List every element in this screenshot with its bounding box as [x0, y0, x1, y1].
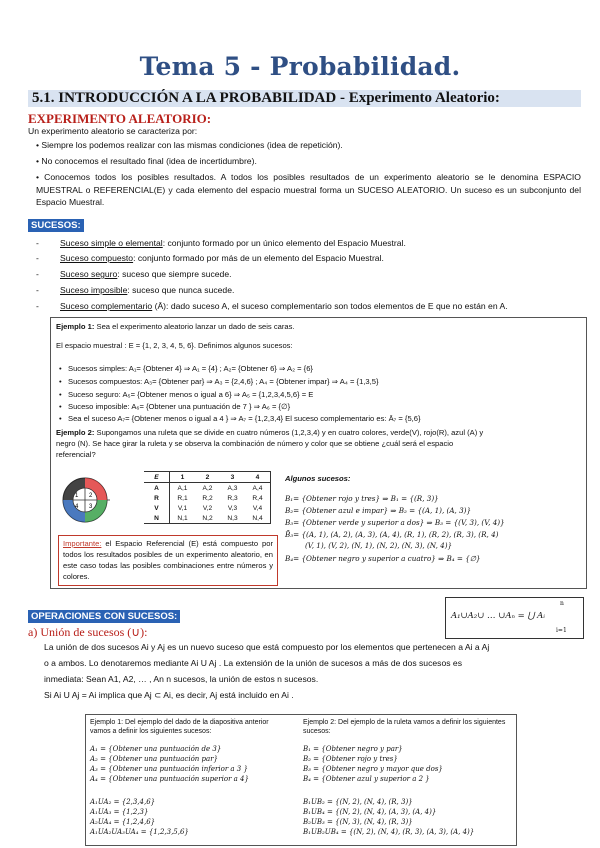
union-heading: a) Unión de sucesos (∪): [28, 625, 148, 639]
suceso-b-line: B₃= {Obtener verde y superior a dos} ⇒ B₃ = {(V, 3), (V, 4)} [285, 518, 505, 527]
table-row: V V,1 V,2 V,3 V,4 [144, 503, 271, 513]
example-line: • Sea el suceso A₇= {Obtener menos o igual a 4 } ⇒ A₇ = {1,2,3,4} El suceso complementario es: Ā₇ = {5,6} [59, 414, 421, 423]
ej-header-left: Ejemplo 1: Del ejemplo del dado de la diapositiva anterior [90, 719, 269, 726]
wheel-number: 1 [75, 493, 79, 499]
ej-result-right: B₁UB₂ = {(N, 2), (N, 4), (R, 3)} [303, 798, 413, 806]
table-corner: E [144, 472, 170, 483]
experimento-bullet: • Siempre los podemos realizar con las mismas condiciones (idea de repetición). [36, 140, 343, 150]
ejemplo1-intro: Ejemplo 1: Sea el experimento aleatorio lanzar un dado de seis caras. [56, 322, 295, 331]
suceso-b-line: B₄= {Obtener negro y superior a cuatro} ⇒ B₄ = {∅} [285, 554, 481, 563]
algunos-sucesos-title: Algunos sucesos: [285, 474, 351, 483]
wheel-number: 3 [89, 504, 93, 510]
ej-result-right: B₁UB₂UB₄ = {(N, 2), (N, 4), (R, 3), (A, 3), (A, 4)} [303, 828, 475, 836]
suceso-b-line: B̄₃= {(A, 1), (A, 2), (A, 3), (A, 4), (R, 1), (R, 2), (R, 3), (R, 4) [285, 530, 499, 539]
ej-result-left: A₁UA₂UA₃UA₄ = {1,2,3,5,6} [90, 828, 189, 836]
formula-bottom: i=1 [556, 627, 567, 634]
table-row: R R,1 R,2 R,3 R,4 [144, 493, 271, 503]
table-col-header: 3 [220, 472, 245, 483]
union-example-box [85, 714, 517, 846]
experimento-heading: EXPERIMENTO ALEATORIO: [28, 111, 212, 126]
important-note [58, 535, 278, 586]
table-col-header: 1 [170, 472, 196, 483]
ej-result-left: A₁UA₂ = {2,3,4,6} [90, 798, 156, 806]
formula-text: A₁∪A₂∪ … ∪Aₙ = ⋃ Aᵢ [451, 611, 545, 621]
ej-def-right: B₃ = {Obtener negro y mayor que dos} [303, 765, 443, 773]
page-title: Tema 5 - Probabilidad. [139, 52, 461, 81]
example-line: • Suceso seguro: A₅= {Obtener menos o igual a 6} ⇒ A₅ = {1,2,3,4,5,6} = E [59, 390, 314, 399]
formula-top: n [560, 600, 564, 607]
example-line: • Sucesos simples: A₁= {Obtener 4} ⇒ A₁ = {4} ; A₂= {Obtener 6} ⇒ A₂ = {6} [59, 364, 313, 373]
ej-result-left: A₁UA₃ = {1,2,3} [90, 808, 149, 816]
sucesos-tag: SUCESOS: [28, 219, 84, 232]
union-paragraph: inmediata: Sean A1, A2, … , An n sucesos, la unión de estos n sucesos. [44, 674, 319, 684]
ej-def-left: A₄ = {Obtener una puntuación superior a 4} [90, 775, 249, 783]
example-line: • Sucesos compuestos: A₃= {Obtener par} ⇒ A₃ = {2,4,6} ; A₄ = {Obtener impar} ⇒ A₄ = {1,3,5} [59, 377, 379, 386]
operaciones-tag: OPERACIONES CON SUCESOS: [28, 610, 180, 623]
ej-header-right: Ejemplo 2: Del ejemplo de la ruleta vamos a definir los siguientes [303, 719, 506, 726]
ej-header-right: sucesos: [303, 728, 331, 735]
ej-def-right: B₄ = {Obtener azul y superior a 2 } [303, 775, 430, 783]
experimento-bullet: • Conocemos todos los posibles resultados. A todos los posibles resultados de un experimento aleatorio se le denomina ESPACIO MUESTRAL o REFERENCIAL(E) y cada elemento del espacio muestral forma un SUCESO ALEATORIO. Un suceso es un subconjunto del Espacio Muestral. [36, 172, 581, 207]
table-col-header: 4 [245, 472, 271, 483]
ejemplo2-text: Ejemplo 2: Supongamos una ruleta que se divide en cuatro números (1,2,3,4) y en cuatro colores, verde(V), rojo(R), azul (A) y [56, 428, 484, 437]
table-col-header: 2 [195, 472, 220, 483]
ej-result-left: A₂UA₄ = {1,2,4,6} [90, 818, 156, 826]
union-paragraph: La unión de dos sucesos Ai y Aj es un nuevo suceso que está compuesto por los elementos que pertenecen a Ai a Aj [44, 642, 490, 652]
suceso-b-line: (V, 1), (V, 2), (N, 1), (N, 2), (N, 3), (N, 4)} [305, 541, 453, 550]
espacio-referencial-table [144, 471, 271, 524]
wheel-number: 4 [75, 504, 79, 510]
ej-result-right: B₁UB₄ = {(N, 2), (N, 4), (A, 3), (A, 4)} [303, 808, 437, 816]
ej-def-left: A₁ = {Obtener una puntuación de 3} [90, 745, 222, 753]
espacio-muestral: El espacio muestral : E = {1, 2, 3, 4, 5, 6}. Definimos algunos sucesos: [56, 341, 293, 350]
suceso-item: - Suceso imposible: suceso que nunca sucede. [36, 285, 235, 295]
suceso-item: - Suceso seguro: suceso que siempre sucede. [36, 269, 232, 279]
ejemplo2-text: negro (N). Se hace girar la ruleta y se observa la combinación de número y color que se obtiene ¿cuál será el espacio [56, 439, 454, 448]
ej-header-left: vamos a definir los siguientes sucesos: [90, 728, 212, 735]
example-line: • Suceso imposible: A₆= {Obtener una puntuación de 7 } ⇒ A₆ = {∅} [59, 402, 291, 411]
table-row: N N,1 N,2 N,3 N,4 [144, 513, 271, 524]
roulette-wheel-icon [60, 475, 110, 525]
experimento-bullet: • No conocemos el resultado final (idea de incertidumbre). [36, 156, 257, 166]
suceso-item: - Suceso complementario (Ā): dado suceso A, el suceso complementario son todos elementos de E que no están en A. [36, 301, 508, 311]
suceso-item: - Suceso simple o elemental: conjunto formado por un único elemento del Espacio Muestral. [36, 238, 406, 248]
union-paragraph: Si Ai U Aj = Ai implica que Aj ⊂ Ai, es decir, Aj está incluido en Ai . [44, 690, 294, 700]
ejemplo2-text: referencial? [56, 450, 96, 459]
suceso-item: - Suceso compuesto: conjunto formado por más de un elemento del Espacio Muestral. [36, 253, 384, 263]
ej-def-left: A₃ = {Obtener una puntuación inferior a 3 } [90, 765, 248, 773]
suceso-b-line: B₂= {Obtener azul e impar} ⇒ B₂ = {(A, 1), (A, 3)} [285, 506, 472, 515]
ej-def-left: A₂ = {Obtener una puntuación par} [90, 755, 218, 763]
suceso-b-line: B₁= {Obtener rojo y tres} ⇒ B₁ = {(R, 3)} [285, 494, 439, 503]
section-title: 5.1. INTRODUCCIÓN A LA PROBABILIDAD - Experimento Aleatorio: [32, 90, 500, 106]
ej-result-right: B₂UB₃ = {(N, 3), (N, 4), (R, 3)} [303, 818, 413, 826]
important-text: Importante: el Espacio Referencial (E) está compuesto por todos los resultados posibles de un experimento aleatorio, en este caso todas las posibles combinaciones entre números y colores. [63, 539, 273, 581]
ej-def-right: B₁ = {Obtener negro y par} [303, 745, 403, 753]
wheel-number: 2 [89, 493, 93, 499]
table-row: A A,1 A,2 A,3 A,4 [144, 483, 271, 494]
union-paragraph: o a ambos. Lo denotaremos mediante Ai U Aj . La extensión de la unión de sucesos a más de dos sucesos es [44, 658, 463, 668]
union-formula [445, 597, 584, 639]
experimento-intro: Un experimento aleatorio se caracteriza por: [28, 126, 198, 136]
ej-def-right: B₂ = {Obtener rojo y tres} [303, 755, 398, 763]
